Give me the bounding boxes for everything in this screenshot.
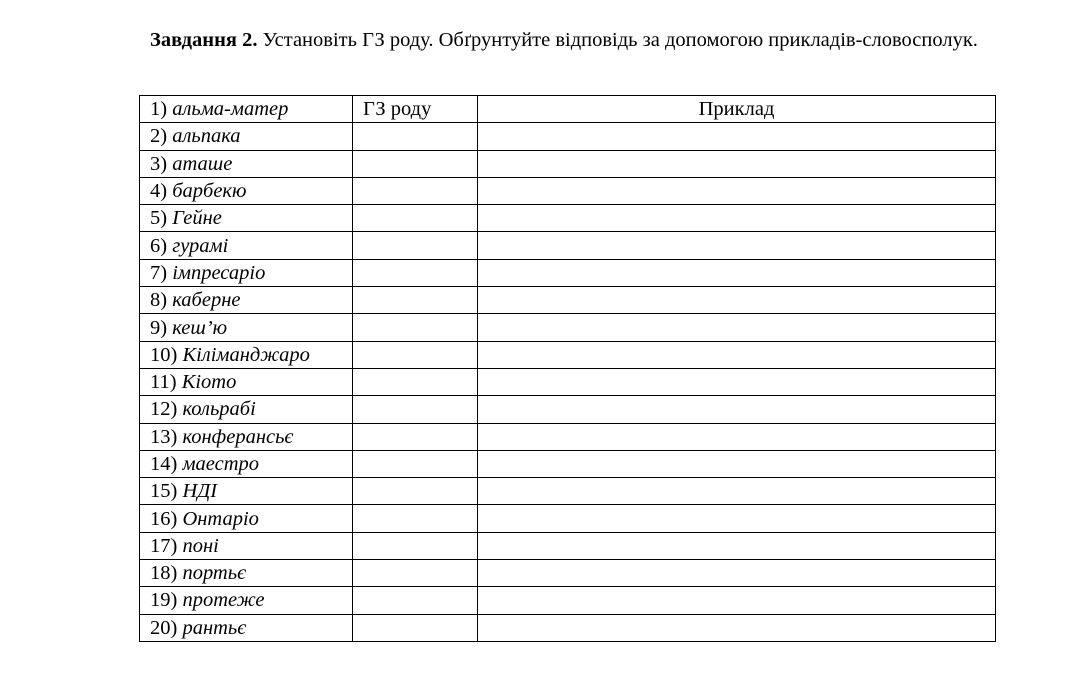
word-cell <box>140 587 353 614</box>
example-cell[interactable] <box>478 532 996 559</box>
word-cell <box>140 396 353 423</box>
table-row <box>140 532 996 559</box>
table-row <box>140 478 996 505</box>
row-number: 7) <box>150 261 173 284</box>
example-cell[interactable] <box>478 177 996 204</box>
word-text: Онтаріо <box>182 507 259 530</box>
word-text: альма-матер <box>172 98 289 121</box>
table-row <box>140 259 996 286</box>
row-number: 5) <box>150 207 173 230</box>
table-row <box>140 450 996 477</box>
word-text: аташе <box>172 152 233 175</box>
row-number: 15) <box>150 480 183 503</box>
example-cell[interactable] <box>478 505 996 532</box>
gender-cell[interactable] <box>353 505 478 532</box>
word-text: Кіліманджаро <box>182 343 310 366</box>
row-number: 3) <box>150 152 173 175</box>
word-cell <box>140 177 353 204</box>
row-number: 1) <box>150 98 173 121</box>
table-row <box>140 150 996 177</box>
gender-cell[interactable] <box>353 478 478 505</box>
example-cell[interactable] <box>478 314 996 341</box>
example-cell[interactable] <box>478 232 996 259</box>
word-cell <box>140 232 353 259</box>
example-cell[interactable] <box>478 423 996 450</box>
row-number: 9) <box>150 316 173 339</box>
word-cell <box>140 150 353 177</box>
gender-cell[interactable] <box>353 396 478 423</box>
table-row <box>140 177 996 204</box>
table-row <box>140 205 996 232</box>
example-cell[interactable] <box>478 478 996 505</box>
word-text: імпресаріо <box>172 261 266 284</box>
gender-cell[interactable] <box>353 587 478 614</box>
table-row <box>140 396 996 423</box>
word-cell <box>140 423 353 450</box>
gender-cell[interactable] <box>353 177 478 204</box>
gender-cell[interactable] <box>353 368 478 395</box>
gender-cell[interactable] <box>353 287 478 314</box>
word-cell <box>140 341 353 368</box>
table-body <box>140 96 996 642</box>
gender-cell[interactable] <box>353 450 478 477</box>
example-cell[interactable] <box>478 368 996 395</box>
word-cell <box>140 614 353 641</box>
gender-cell[interactable] <box>353 614 478 641</box>
example-cell[interactable] <box>478 287 996 314</box>
table-row <box>140 341 996 368</box>
word-text: барбекю <box>172 180 247 203</box>
row-number: 10) <box>150 343 183 366</box>
row-number: 6) <box>150 234 173 257</box>
table-row <box>140 123 996 150</box>
example-cell[interactable] <box>478 150 996 177</box>
gender-cell[interactable] <box>353 205 478 232</box>
row-number: 2) <box>150 125 173 148</box>
word-cell <box>140 560 353 587</box>
word-text: гурамі <box>172 234 229 257</box>
gender-cell[interactable] <box>353 341 478 368</box>
table-row <box>140 368 996 395</box>
table-row <box>140 587 996 614</box>
gender-cell[interactable] <box>353 123 478 150</box>
task-text: Установіть ГЗ роду. Обґрунтуйте відповідь за допомогою прикладів-словосполук. <box>257 29 978 51</box>
word-text: Гейне <box>172 207 222 230</box>
gender-cell[interactable] <box>353 560 478 587</box>
word-text: Кіото <box>181 371 237 394</box>
word-text: кеш’ю <box>172 316 228 339</box>
gender-table <box>139 95 996 642</box>
gender-cell[interactable] <box>353 532 478 559</box>
word-text: каберне <box>172 289 241 312</box>
word-cell <box>140 287 353 314</box>
row-number: 8) <box>150 289 173 312</box>
row-number: 13) <box>150 425 183 448</box>
word-cell <box>140 450 353 477</box>
word-text: альпака <box>172 125 241 148</box>
example-cell[interactable] <box>478 259 996 286</box>
word-text: протеже <box>182 589 265 612</box>
row-number: 19) <box>150 589 183 612</box>
table-row <box>140 614 996 641</box>
example-header: Приклад <box>478 96 996 123</box>
example-cell[interactable] <box>478 205 996 232</box>
example-cell[interactable] <box>478 396 996 423</box>
word-cell <box>140 259 353 286</box>
row-number: 11) <box>150 371 182 394</box>
example-cell[interactable] <box>478 587 996 614</box>
gender-header: ГЗ роду <box>353 96 478 123</box>
word-text: кольрабі <box>182 398 256 421</box>
example-cell[interactable] <box>478 123 996 150</box>
row-number: 18) <box>150 562 183 585</box>
example-cell[interactable] <box>478 450 996 477</box>
example-cell[interactable] <box>478 341 996 368</box>
table-row <box>140 96 996 123</box>
table-row <box>140 560 996 587</box>
table-row <box>140 423 996 450</box>
row-number: 16) <box>150 507 183 530</box>
row-number: 12) <box>150 398 183 421</box>
word-text: маестро <box>182 453 260 475</box>
word-cell <box>140 368 353 395</box>
gender-cell[interactable] <box>353 150 478 177</box>
gender-cell[interactable] <box>353 423 478 450</box>
word-text: НДІ <box>182 480 218 503</box>
word-text: рантьє <box>182 616 247 639</box>
gender-cell[interactable] <box>353 232 478 259</box>
word-text: поні <box>182 534 219 557</box>
row-number: 20) <box>150 616 183 639</box>
table-row <box>140 314 996 341</box>
row-number: 14) <box>150 453 183 475</box>
task-statement <box>150 26 1006 54</box>
word-text: портьє <box>182 562 247 585</box>
table-row <box>140 232 996 259</box>
word-cell <box>140 123 353 150</box>
word-cell <box>140 505 353 532</box>
word-cell <box>140 96 353 123</box>
table-row <box>140 287 996 314</box>
example-cell[interactable] <box>478 614 996 641</box>
task-label: Завдання 2. <box>150 29 258 51</box>
gender-cell[interactable] <box>353 259 478 286</box>
table-row <box>140 505 996 532</box>
gender-cell[interactable] <box>353 314 478 341</box>
word-cell <box>140 314 353 341</box>
row-number: 17) <box>150 534 183 557</box>
example-cell[interactable] <box>478 560 996 587</box>
word-cell <box>140 478 353 505</box>
row-number: 4) <box>150 180 173 203</box>
word-cell <box>140 532 353 559</box>
word-text: конферансьє <box>182 425 294 448</box>
word-cell <box>140 205 353 232</box>
